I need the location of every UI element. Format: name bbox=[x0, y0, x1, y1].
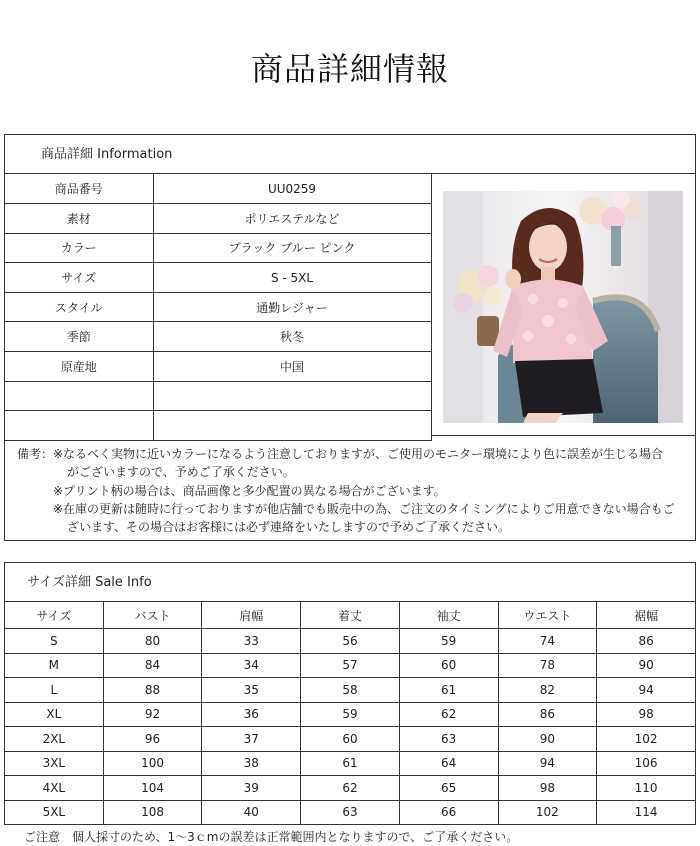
size-cell: 62 bbox=[301, 776, 400, 801]
size-cell: 102 bbox=[597, 727, 696, 752]
size-cell: 90 bbox=[597, 653, 696, 678]
size-cell: 59 bbox=[399, 629, 498, 654]
spec-value bbox=[153, 381, 431, 411]
note-line: 備考：※なるべく実物に近いカラーになるよう注意しておりますが、ご使用のモニター環境により色に誤差が生じる場合 bbox=[17, 447, 664, 461]
size-cell: 62 bbox=[399, 702, 498, 727]
spec-row bbox=[5, 352, 431, 382]
size-column-header: 着丈 bbox=[301, 602, 400, 629]
size-column-header: 肩幅 bbox=[202, 602, 301, 629]
spec-value: 中国 bbox=[153, 352, 431, 382]
spec-value: S - 5XL bbox=[153, 263, 431, 293]
size-cell: 66 bbox=[399, 800, 498, 825]
size-cell: 74 bbox=[498, 629, 597, 654]
size-cell: 60 bbox=[301, 727, 400, 752]
size-column-header: バスト bbox=[103, 602, 202, 629]
spec-row bbox=[5, 292, 431, 322]
size-row bbox=[5, 800, 696, 825]
size-cell: L bbox=[5, 678, 104, 703]
size-row bbox=[5, 629, 696, 654]
size-cell: 63 bbox=[399, 727, 498, 752]
size-cell: 39 bbox=[202, 776, 301, 801]
size-column-header: サイズ bbox=[5, 602, 104, 629]
note-line: ※在庫の更新は随時に行っておりますが他店舗でも販売中の為、ご注文のタイミングによりご用意できない場合もご bbox=[53, 502, 675, 516]
size-cell: 88 bbox=[103, 678, 202, 703]
size-cell: 58 bbox=[301, 678, 400, 703]
size-cell: 108 bbox=[103, 800, 202, 825]
size-row bbox=[5, 751, 696, 776]
size-cell: 33 bbox=[202, 629, 301, 654]
product-photo-frame bbox=[431, 174, 695, 436]
note-line: ※プリント柄の場合は、商品画像と多少配置の異なる場合がございます。 bbox=[53, 484, 446, 498]
spec-value: 通勤レジャー bbox=[153, 292, 431, 322]
size-row bbox=[5, 702, 696, 727]
size-cell: 114 bbox=[597, 800, 696, 825]
size-cell: 100 bbox=[103, 751, 202, 776]
size-cell: 56 bbox=[301, 629, 400, 654]
size-cell: XL bbox=[5, 702, 104, 727]
spec-value: 秋冬 bbox=[153, 322, 431, 352]
size-cell: 63 bbox=[301, 800, 400, 825]
size-column-header: ウエスト bbox=[498, 602, 597, 629]
size-cell: 84 bbox=[103, 653, 202, 678]
size-cell: 57 bbox=[301, 653, 400, 678]
spec-label: カラー bbox=[5, 233, 153, 263]
spec-label: スタイル bbox=[5, 292, 153, 322]
spec-row bbox=[5, 322, 431, 352]
size-row bbox=[5, 776, 696, 801]
size-column-header: 袖丈 bbox=[399, 602, 498, 629]
model-photo-illustration bbox=[443, 191, 683, 423]
note-line: ざいます、その場合はお客様には必ず連絡をいたしますので予めご了承ください。 bbox=[67, 520, 511, 534]
size-cell: 104 bbox=[103, 776, 202, 801]
spec-label: 原産地 bbox=[5, 352, 153, 382]
spec-table bbox=[5, 174, 432, 441]
size-cell: 96 bbox=[103, 727, 202, 752]
size-column-header: 裾幅 bbox=[597, 602, 696, 629]
size-cell: 94 bbox=[597, 678, 696, 703]
size-cell: 92 bbox=[103, 702, 202, 727]
spec-label: 素材 bbox=[5, 204, 153, 234]
size-header-row bbox=[5, 602, 696, 629]
size-row bbox=[5, 653, 696, 678]
size-cell: 98 bbox=[597, 702, 696, 727]
size-cell: 90 bbox=[498, 727, 597, 752]
size-cell: 35 bbox=[202, 678, 301, 703]
size-table bbox=[4, 601, 696, 825]
size-cell: 4XL bbox=[5, 776, 104, 801]
spec-label: サイズ bbox=[5, 263, 153, 293]
spec-row bbox=[5, 263, 431, 293]
size-cell: 102 bbox=[498, 800, 597, 825]
note-line: がございますので、予めご了承ください。 bbox=[67, 465, 295, 479]
spec-label: 商品番号 bbox=[5, 174, 153, 204]
size-cell: 2XL bbox=[5, 727, 104, 752]
size-cell: 82 bbox=[498, 678, 597, 703]
spec-label bbox=[5, 381, 153, 411]
size-cell: S bbox=[5, 629, 104, 654]
spec-label: 季節 bbox=[5, 322, 153, 352]
size-heading: サイズ詳細 Sale Info bbox=[4, 562, 696, 602]
spec-value: UU0259 bbox=[153, 174, 431, 204]
size-cell: 40 bbox=[202, 800, 301, 825]
size-cell: 60 bbox=[399, 653, 498, 678]
size-cell: 3XL bbox=[5, 751, 104, 776]
size-cell: 86 bbox=[498, 702, 597, 727]
page-title: 商品詳細情報 bbox=[250, 50, 449, 88]
spec-value: ポリエステルなど bbox=[153, 204, 431, 234]
size-cell: 86 bbox=[597, 629, 696, 654]
size-cell: 106 bbox=[597, 751, 696, 776]
spec-value: ブラック ブルー ピンク bbox=[153, 233, 431, 263]
size-cell: 110 bbox=[597, 776, 696, 801]
spec-row bbox=[5, 233, 431, 263]
spec-row bbox=[5, 381, 431, 411]
size-cell: 98 bbox=[498, 776, 597, 801]
size-cell: 38 bbox=[202, 751, 301, 776]
size-cell: 37 bbox=[202, 727, 301, 752]
spec-row bbox=[5, 204, 431, 234]
size-row bbox=[5, 678, 696, 703]
size-note: ご注意 個人採寸のため、1～3ｃmの誤差は正常範囲内となりますので、ご了承ください。 bbox=[24, 830, 519, 844]
size-cell: 36 bbox=[202, 702, 301, 727]
product-info-section bbox=[4, 134, 696, 541]
size-cell: 61 bbox=[399, 678, 498, 703]
size-cell: 5XL bbox=[5, 800, 104, 825]
notes-block bbox=[5, 436, 695, 540]
size-cell: M bbox=[5, 653, 104, 678]
size-cell: 64 bbox=[399, 751, 498, 776]
size-cell: 78 bbox=[498, 653, 597, 678]
size-cell: 61 bbox=[301, 751, 400, 776]
spec-row bbox=[5, 174, 431, 204]
product-photo bbox=[443, 191, 683, 423]
size-cell: 34 bbox=[202, 653, 301, 678]
info-heading: 商品詳細 Information bbox=[5, 135, 695, 174]
size-cell: 59 bbox=[301, 702, 400, 727]
size-cell: 65 bbox=[399, 776, 498, 801]
size-row bbox=[5, 727, 696, 752]
size-cell: 80 bbox=[103, 629, 202, 654]
size-cell: 94 bbox=[498, 751, 597, 776]
